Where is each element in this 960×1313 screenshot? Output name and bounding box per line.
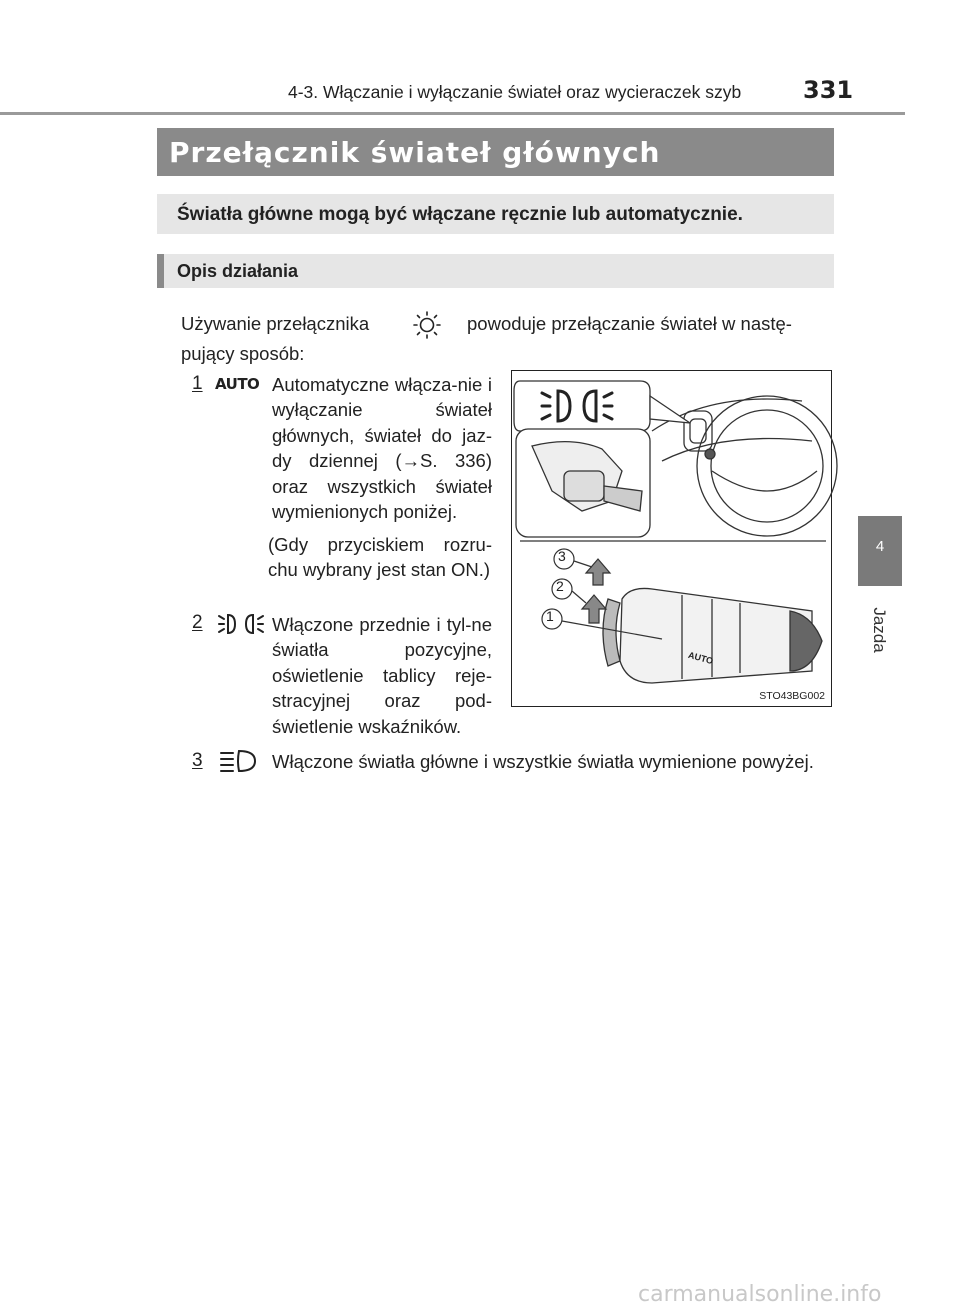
page-title-bar (157, 128, 834, 176)
section-heading: Opis działania (177, 261, 299, 281)
subtitle-bar (157, 194, 834, 234)
item-number-3: 3 (192, 750, 203, 771)
switch-illustration (511, 370, 832, 707)
item-1-note: (Gdy przyciskiem rozru-chu wybrany jest stan ON.) (268, 534, 492, 581)
section-accent (157, 254, 164, 288)
item-1-text: Automatyczne włącza-nie i wyłączanie świateł głównych, świateł do jaz-dy dziennej (→S. 336) oraz wszystkich świateł wymienionych poniżej. (272, 374, 492, 523)
switch-auto-label: AUTO (687, 649, 715, 667)
illustration-drawing (512, 371, 830, 705)
chapter-tab (858, 516, 902, 586)
item-2-text: Włączone przednie i tyl-ne światła pozycyjne, oświetlenie tablicy reje-stracyjnej oraz pod-świetlenie wskaźników. (272, 614, 492, 737)
light-switch-icon (410, 310, 444, 340)
subtitle: Światła główne mogą być włączane ręcznie lub automatycznie. (177, 204, 743, 225)
page-number: 331 (803, 76, 854, 104)
parking-lights-icon (217, 612, 265, 636)
chapter-label-text: Jazda (870, 607, 889, 653)
headlight-icon (219, 749, 259, 773)
item-number-2: 2 (192, 612, 203, 633)
item-3-text: Włączone światła główne i wszystkie światła wymienione powyżej. (272, 751, 814, 772)
callout-1: 1 (546, 608, 554, 624)
figure-code: STO43BG002 (759, 690, 825, 702)
intro-text-end: powoduje przełączanie świateł w nastę- (467, 313, 792, 334)
auto-icon: AUTO (215, 375, 260, 393)
callout-2: 2 (556, 578, 564, 594)
callout-3: 3 (558, 548, 566, 564)
item-number-1: 1 (192, 373, 203, 394)
header-rule (0, 112, 905, 115)
chapter-number: 4 (875, 538, 885, 555)
running-header: 4-3. Włączanie i wyłączanie świateł oraz wycieraczek szyb (288, 82, 742, 102)
intro-text-start: Używanie przełącznika (181, 313, 370, 334)
section-heading-bar (157, 254, 834, 288)
intro-text-line2: pujący sposób: (181, 343, 305, 364)
page-title: Przełącznik świateł głównych (169, 136, 661, 169)
watermark: carmanualsonline.info (638, 1282, 882, 1307)
chapter-label (862, 600, 896, 660)
